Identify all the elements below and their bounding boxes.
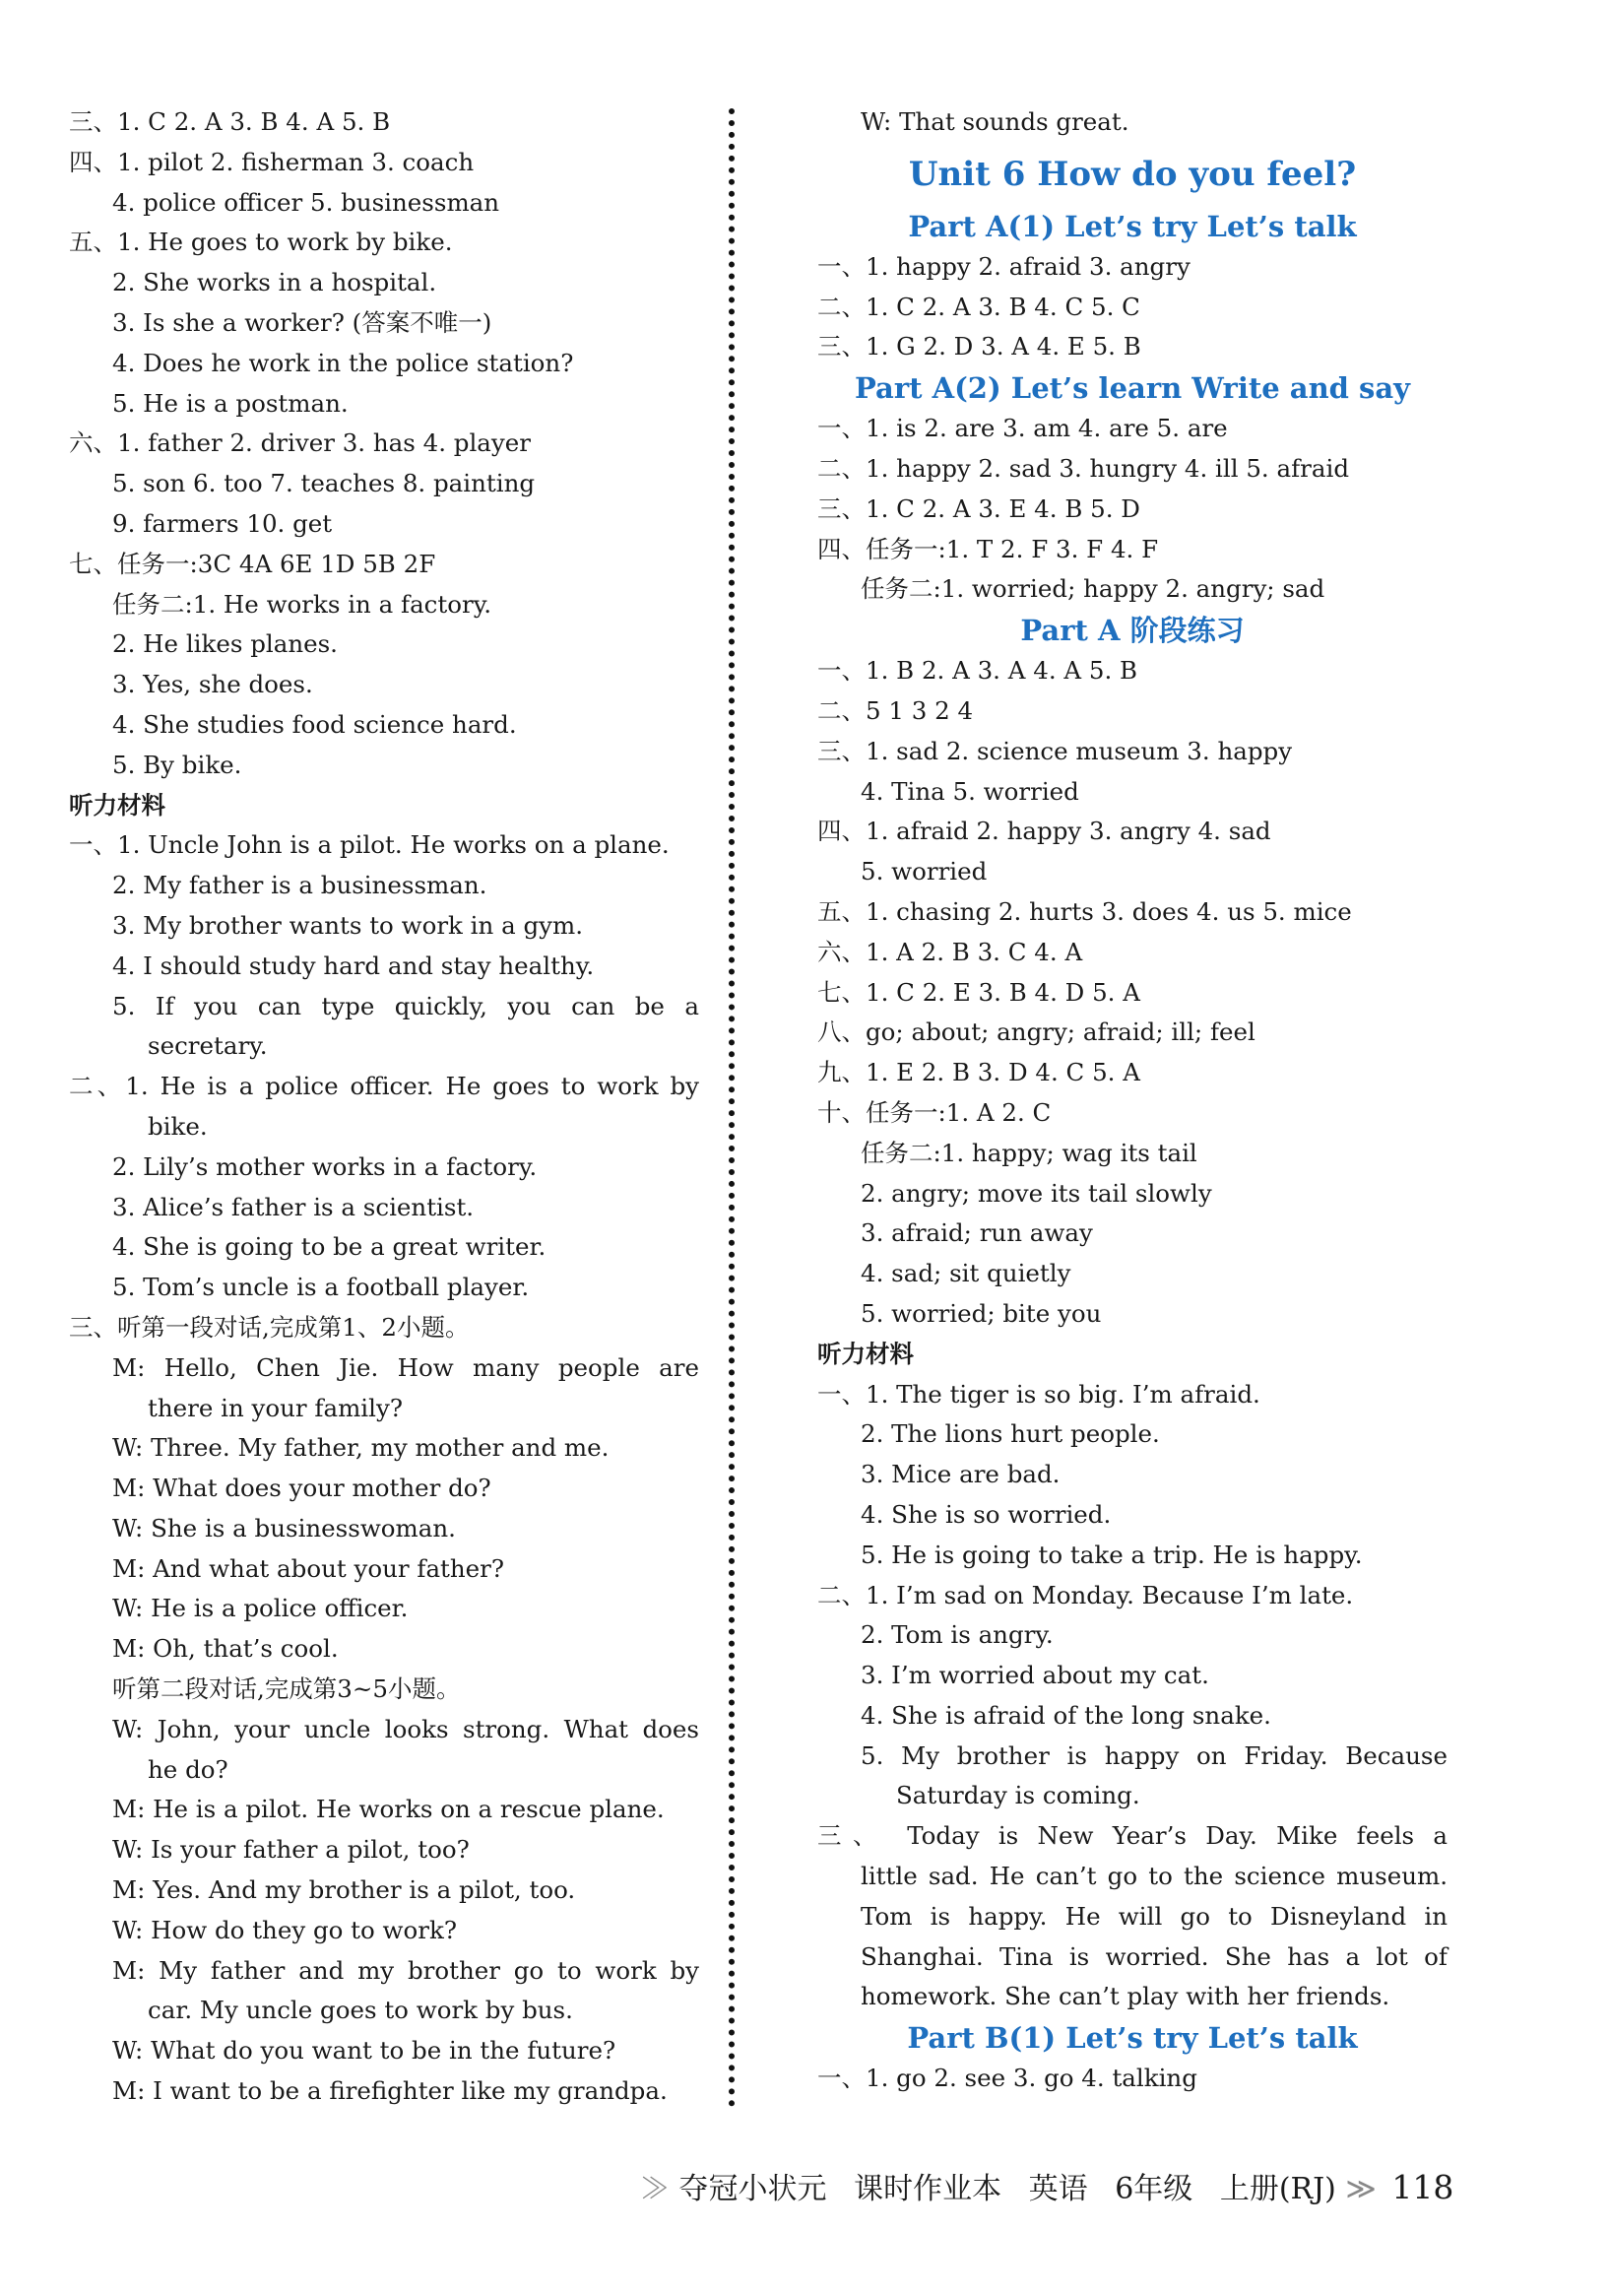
answer-line: 3. Mice are bad.: [861, 1460, 1061, 1489]
answer-line: 5. son 6. too 7. teaches 8. painting: [112, 469, 536, 498]
page-number: 118: [1391, 2168, 1454, 2206]
section-heading: Part A 阶段练习: [1020, 614, 1245, 648]
answer-line: 4. Does he work in the police station?: [112, 348, 574, 377]
answer-line: M: He is a pilot. He works on a rescue plane.: [112, 1795, 665, 1824]
answer-line: 四、1. pilot 2. fisherman 3. coach: [69, 147, 475, 176]
answer-line: there in your family?: [148, 1393, 403, 1422]
answer-line: 听第二段对话,完成第3~5小题。: [112, 1674, 461, 1704]
answer-line: M: Oh, that’s cool.: [112, 1634, 339, 1664]
answer-line: W: What do you want to be in the future?: [112, 2036, 616, 2066]
answer-line: 5. He is going to take a trip. He is happy.: [861, 1540, 1363, 1569]
answer-line: Tom is happy. He will go to Disneyland in: [861, 1901, 1448, 1931]
footer-volume: 上册(RJ): [1219, 2172, 1336, 2206]
answer-line: 六、1. A 2. B 3. C 4. A: [817, 937, 1083, 966]
answer-line: 三、1. G 2. D 3. A 4. E 5. B: [817, 332, 1141, 361]
answer-line: 2. angry; move its tail slowly: [861, 1178, 1212, 1208]
answer-line: 八、go; about; angry; afraid; ill; feel: [817, 1017, 1255, 1047]
listening-material-heading: 听力材料: [69, 790, 165, 820]
answer-line: 任务二:1. worried; happy 2. angry; sad: [861, 574, 1325, 604]
answer-line: 一、1. B 2. A 3. A 4. A 5. B: [817, 656, 1138, 686]
answer-line: 5. worried: [861, 857, 988, 886]
answer-line: 二、1. C 2. A 3. B 4. C 5. C: [817, 292, 1140, 321]
answer-line: 5. He is a postman.: [112, 388, 349, 418]
answer-line: 四、任务一:1. T 2. F 3. F 4. F: [817, 534, 1159, 563]
footer-book: 课时作业本: [854, 2172, 1002, 2206]
answer-line: 一、1. happy 2. afraid 3. angry: [817, 251, 1191, 281]
answer-line: homework. She can’t play with her friends.: [861, 1982, 1390, 2011]
page-footer: [640, 2163, 1454, 2212]
left-column: [69, 102, 699, 2112]
answer-line: 七、1. C 2. E 3. B 4. D 5. A: [817, 977, 1140, 1007]
answer-line: 三、1. sad 2. science museum 3. happy: [817, 736, 1293, 765]
answer-line: M: My father and my brother go to work by: [112, 1955, 699, 1985]
answer-line: 4. Tina 5. worried: [861, 776, 1079, 806]
answer-line: M: Yes. And my brother is a pilot, too.: [112, 1875, 576, 1905]
answer-line: 三、1. C 2. A 3. E 4. B 5. D: [817, 493, 1140, 523]
answer-line: bike.: [148, 1111, 208, 1141]
chevron-icon: ≫: [640, 2172, 670, 2206]
answer-line: 4. She is afraid of the long snake.: [861, 1700, 1271, 1730]
answer-line: 3. Yes, she does.: [112, 670, 313, 699]
answer-line: little sad. He can’t go to the science museum.: [861, 1862, 1448, 1891]
answer-line: W: That sounds great.: [861, 107, 1129, 136]
answer-line: he do?: [148, 1754, 228, 1784]
answer-line: Saturday is coming.: [896, 1781, 1140, 1810]
answer-line: 3. My brother wants to work in a gym.: [112, 910, 584, 940]
answer-line: 九、1. E 2. B 3. D 4. C 5. A: [817, 1058, 1140, 1087]
answer-line: W: How do they go to work?: [112, 1915, 457, 1944]
section-heading: Part B(1) Let’s try Let’s talk: [907, 2021, 1358, 2056]
answer-line: 七、任务一:3C 4A 6E 1D 5B 2F: [69, 549, 436, 578]
answer-line: 3. afraid; run away: [861, 1218, 1093, 1248]
answer-line: 十、任务一:1. A 2. C: [817, 1097, 1052, 1127]
dotted-divider: [729, 108, 735, 2108]
answer-line: 三、听第一段对话,完成第1、2小题。: [69, 1312, 470, 1342]
answer-line: 4. police officer 5. businessman: [112, 187, 500, 217]
answer-line: 2. The lions hurt people.: [861, 1419, 1160, 1449]
answer-line: 五、1. He goes to work by bike.: [69, 228, 453, 257]
answer-line: 4. She is going to be a great writer.: [112, 1232, 547, 1262]
answer-line: 一、1. Uncle John is a pilot. He works on a plane.: [69, 830, 670, 860]
answer-line: 3. Is she a worker? (答案不唯一): [112, 307, 492, 337]
answer-line: W: She is a businesswoman.: [112, 1513, 456, 1542]
answer-line: 一、1. The tiger is so big. I’m afraid.: [817, 1379, 1260, 1409]
listening-material-heading: 听力材料: [817, 1339, 914, 1368]
answer-line: 二、1. He is a police officer. He goes to work by: [69, 1072, 699, 1101]
answer-line: W: Three. My father, my mother and me.: [112, 1433, 610, 1463]
footer-subject: 英语: [1028, 2172, 1088, 2206]
answer-line: M: And what about your father?: [112, 1553, 505, 1583]
answer-line: M: I want to be a firefighter like my grandpa.: [112, 2076, 668, 2106]
answer-line: 3. I’m worried about my cat.: [861, 1661, 1209, 1690]
answer-line: 2. Tom is angry.: [861, 1620, 1054, 1650]
answer-line: 2. My father is a businessman.: [112, 871, 487, 900]
answer-line: 二、1. happy 2. sad 3. hungry 4. ill 5. afraid: [817, 453, 1350, 483]
answer-line: 三、 Today is New Year’s Day. Mike feels a: [817, 1821, 1448, 1851]
answer-line: 9. farmers 10. get: [112, 508, 333, 538]
answer-line: W: He is a police officer.: [112, 1594, 409, 1623]
answer-line: 五、1. chasing 2. hurts 3. does 4. us 5. mice: [817, 896, 1352, 926]
answer-line: 六、1. father 2. driver 3. has 4. player: [69, 428, 531, 458]
answer-line: 3. Alice’s father is a scientist.: [112, 1192, 475, 1221]
answer-line: 二、5 1 3 2 4: [817, 695, 974, 725]
right-column: [817, 102, 1448, 2099]
answer-line: 2. She works in a hospital.: [112, 268, 437, 297]
footer-grade: 6年级: [1115, 2172, 1193, 2206]
answer-line: 2. He likes planes.: [112, 629, 338, 659]
answer-line: 一、1. is 2. are 3. am 4. are 5. are: [817, 414, 1228, 443]
answer-line: 任务二:1. He works in a factory.: [112, 589, 492, 619]
answer-line: 5. Tom’s uncle is a football player.: [112, 1273, 530, 1302]
answer-line: 二、1. I’m sad on Monday. Because I’m late.: [817, 1580, 1354, 1609]
answer-line: 5. My brother is happy on Friday. Because: [861, 1740, 1448, 1770]
answer-line: M: Hello, Chen Jie. How many people are: [112, 1352, 699, 1382]
answer-line: 5. By bike.: [112, 750, 242, 779]
footer-brand: 夺冠小状元: [678, 2172, 827, 2206]
answer-line: W: Is your father a pilot, too?: [112, 1835, 470, 1865]
section-heading: Part A(1) Let’s try Let’s talk: [908, 209, 1357, 243]
answer-line: 四、1. afraid 2. happy 3. angry 4. sad: [817, 817, 1271, 846]
unit-title: Unit 6 How do you feel?: [908, 154, 1357, 194]
answer-line: M: What does your mother do?: [112, 1474, 491, 1503]
answer-line: 2. Lily’s mother works in a factory.: [112, 1151, 538, 1181]
answer-line: Shanghai. Tina is worried. She has a lot of: [861, 1941, 1448, 1971]
answer-line: 三、1. C 2. A 3. B 4. A 5. B: [69, 107, 391, 136]
answer-line: 4. sad; sit quietly: [861, 1259, 1071, 1288]
answer-line: W: John, your uncle looks strong. What does: [112, 1714, 699, 1743]
answer-line: 4. I should study hard and stay healthy.: [112, 951, 595, 980]
chevron-icon: ≫: [1345, 2172, 1377, 2206]
section-heading: Part A(2) Let’s learn Write and say: [855, 371, 1410, 406]
answer-line: 4. She is so worried.: [861, 1499, 1112, 1529]
answer-line: secretary.: [148, 1031, 268, 1061]
answer-line: 一、1. go 2. see 3. go 4. talking: [817, 2064, 1197, 2093]
answer-line: car. My uncle goes to work by bus.: [148, 1996, 573, 2025]
answer-line: 任务二:1. happy; wag its tail: [861, 1138, 1197, 1167]
answer-line: 5. If you can type quickly, you can be a: [112, 991, 699, 1020]
answer-line: 5. worried; bite you: [861, 1298, 1102, 1328]
answer-line: 4. She studies food science hard.: [112, 709, 517, 739]
